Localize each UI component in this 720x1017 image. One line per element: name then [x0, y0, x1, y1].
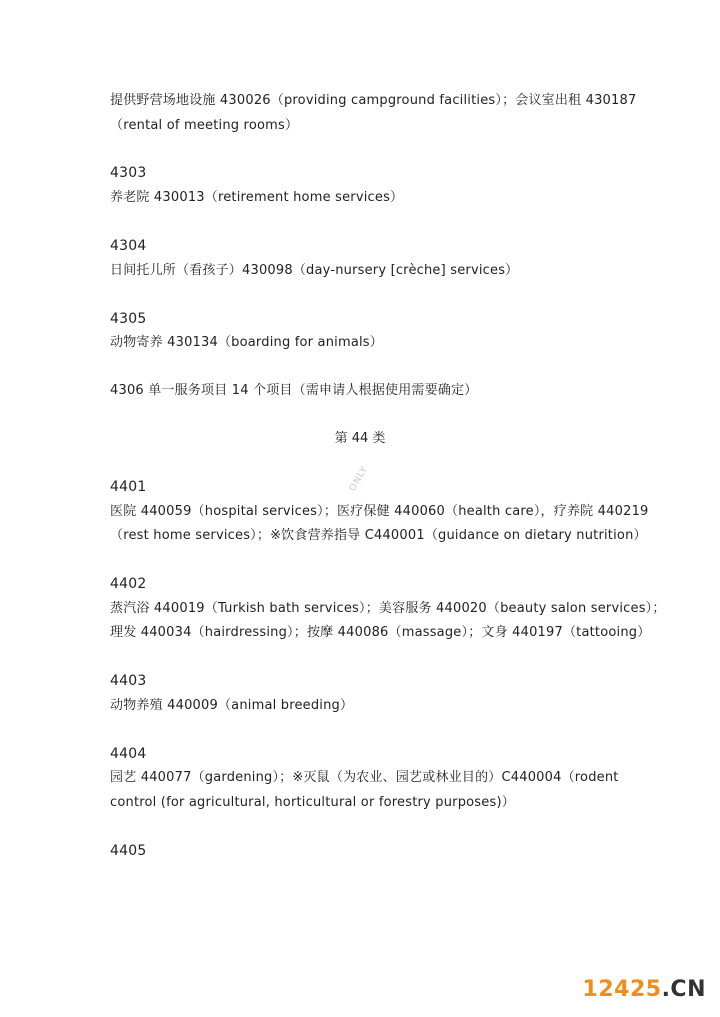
text-line: control (for agricultural, horticultural or forestry purposes)） — [110, 795, 515, 810]
text-line: （rental of meeting rooms） — [110, 118, 299, 133]
site-logo — [583, 977, 706, 1003]
text-line: 蒸汽浴 440019（Turkish bath services）；美容服务 440020（beauty salon services）； — [110, 601, 666, 616]
section-code: 4405 — [110, 843, 147, 859]
text-line: 理发 440034（hairdressing）；按摩 440086（massage）；文身 440197（tattooing） — [110, 625, 651, 640]
section-code: 4403 — [110, 673, 147, 689]
logo-domain: .CN — [661, 977, 706, 1002]
section-code: 4304 — [110, 238, 147, 254]
text-line: 养老院 430013（retirement home services） — [110, 190, 404, 205]
section-code: 4404 — [110, 746, 147, 762]
section-code: 4401 — [110, 479, 147, 495]
text-line: 4306 单一服务项目 14 个项目（需申请人根据使用需要确定） — [110, 383, 478, 398]
section-code: 4305 — [110, 311, 147, 327]
text-line: 动物养殖 440009（animal breeding） — [110, 698, 354, 713]
class-heading: 第 44 类 — [334, 431, 386, 446]
section-code: 4402 — [110, 576, 147, 592]
text-line: 动物寄养 430134（boarding for animals） — [110, 335, 383, 350]
text-line: （rest home services）；※饮食营养指导 C440001（guidance on dietary nutrition） — [110, 528, 647, 543]
text-line: 医院 440059（hospital services）；医疗保健 440060（health care），疗养院 440219 — [110, 504, 649, 519]
text-line: 提供野营场地设施 430026（providing campground facilities）；会议室出租 430187 — [110, 93, 637, 108]
watermark: ONLY — [348, 464, 371, 493]
logo-number: 12425 — [582, 977, 662, 1002]
text-line: 园艺 440077（gardening）；※灭鼠（为农业、园艺或林业目的）C440004（rodent — [110, 770, 619, 785]
text-line: 日间托儿所（看孩子）430098（day-nursery [crèche] services） — [110, 263, 519, 278]
section-code: 4303 — [110, 165, 147, 181]
